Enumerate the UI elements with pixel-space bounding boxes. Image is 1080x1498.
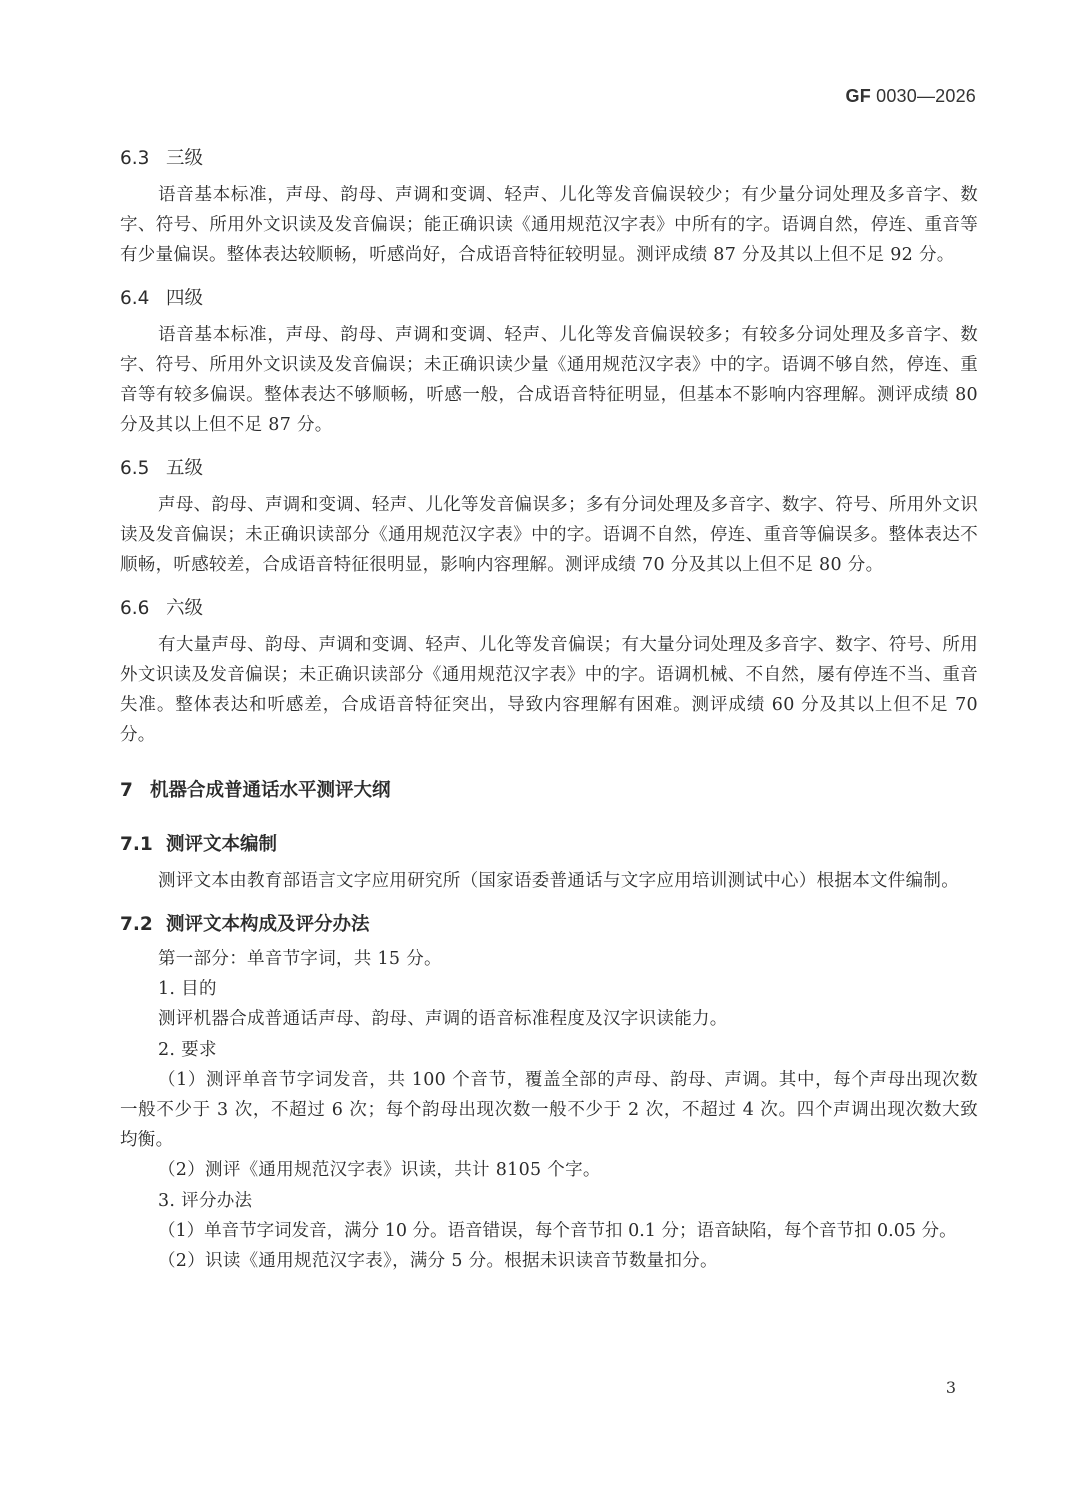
part-one-line: 第一部分：单音节字词，共 15 分。: [158, 949, 442, 969]
section-number: 7.1: [120, 834, 153, 855]
section-title: 三级: [166, 148, 204, 169]
section-title: 机器合成普通话水平测评大纲: [150, 780, 391, 801]
section-title: 四级: [166, 288, 204, 309]
section-title: 测评文本编制: [166, 834, 278, 855]
document-code: [846, 86, 977, 107]
document-code-number: 0030—2026: [870, 86, 976, 106]
section-number: 6.6: [120, 598, 150, 619]
section-title: 五级: [166, 458, 204, 479]
section-body-6-3: 语音基本标准，声母、韵母、声调和变调、轻声、儿化等发音偏误较少；有少量分词处理及多音字、数字、符号、所用外文识读及发音偏误；能正确识读《通用规范汉字表》中所有的字。语调自然，停连、重音等有少量偏误。整体表达较顺畅，听感尚好，合成语音特征较明显。测评成绩 87 分及其以上但不足 92 分。: [120, 185, 978, 265]
scoring-item-2: （2）识读《通用规范汉字表》，满分 5 分。根据未识读音节数量扣分。: [158, 1251, 718, 1272]
page-content: [120, 140, 978, 1276]
section-body-6-5: 声母、韵母、声调和变调、轻声、儿化等发音偏误多；多有分词处理及多音字、数字、符号、所用外文识读及发音偏误；未正确识读部分《通用规范汉字表》中的字。语调不自然，停连、重音等偏误多。整体表达不顺畅，听感较差，合成语音特征很明显，影响内容理解。测评成绩 70 分及其以上但不足 80 分。: [120, 495, 978, 575]
goal-label: 1. 目的: [158, 979, 217, 1000]
scoring-item-1: （1）单音节字词发音，满分 10 分。语音错误，每个音节扣 0.1 分；语音缺陷，每个音节扣 0.05 分。: [158, 1220, 957, 1241]
section-title: 六级: [166, 598, 204, 619]
section-number: 6.3: [120, 148, 150, 169]
document-code-prefix: GF: [845, 86, 871, 106]
section-heading-7-2: [120, 908, 978, 942]
section-body-7-1: 测评文本由教育部语言文字应用研究所（国家语委普通话与文字应用培训测试中心）根据本文件编制。: [158, 871, 959, 891]
page-number: 3: [945, 1378, 956, 1397]
scoring-label: 3. 评分办法: [158, 1190, 253, 1211]
section-heading-7-1: [120, 828, 978, 862]
section-number: 6.5: [120, 458, 150, 479]
section-body-6-4: 语音基本标准，声母、韵母、声调和变调、轻声、儿化等发音偏误较多；有较多分词处理及多音字、数字、符号、所用外文识读及发音偏误；未正确识读少量《通用规范汉字表》中的字。语调不够自然，停连、重音等有较多偏误。整体表达不够顺畅，听感一般，合成语音特征明显，但基本不影响内容理解。测评成绩 80 分及其以上但不足 87 分。: [120, 325, 978, 435]
section-heading-6-4: [120, 282, 978, 316]
section-heading-6-5: [120, 452, 978, 486]
section-heading-6-3: [120, 142, 978, 176]
requirement-item-2: （2）测评《通用规范汉字表》识读，共计 8105 个字。: [158, 1160, 601, 1181]
section-number: 6.4: [120, 288, 150, 309]
section-body-6-6: 有大量声母、韵母、声调和变调、轻声、儿化等发音偏误；有大量分词处理及多音字、数字、符号、所用外文识读及发音偏误；未正确识读部分《通用规范汉字表》中的字。语调机械、不自然，屡有停连不当、重音失准。整体表达和听感差，合成语音特征突出，导致内容理解有困难。测评成绩 60 分及其以上但不足 70 分。: [120, 635, 978, 745]
requirement-label: 2. 要求: [158, 1039, 217, 1060]
section-heading-7: [120, 774, 978, 808]
goal-text: 测评机器合成普通话声母、韵母、声调的语音标准程度及汉字识读能力。: [158, 1009, 728, 1030]
section-number: 7.2: [120, 914, 153, 935]
section-heading-6-6: [120, 592, 978, 626]
section-number: 7: [120, 780, 133, 801]
section-title: 测评文本构成及评分办法: [166, 914, 370, 935]
requirement-item-1: （1）测评单音节字词发音，共 100 个音节，覆盖全部的声母、韵母、声调。其中，每个声母出现次数一般不少于 3 次，不超过 6 次；每个韵母出现次数一般不少于 2 次，不超过 4 次。四个声调出现次数大致均衡。: [120, 1069, 978, 1151]
